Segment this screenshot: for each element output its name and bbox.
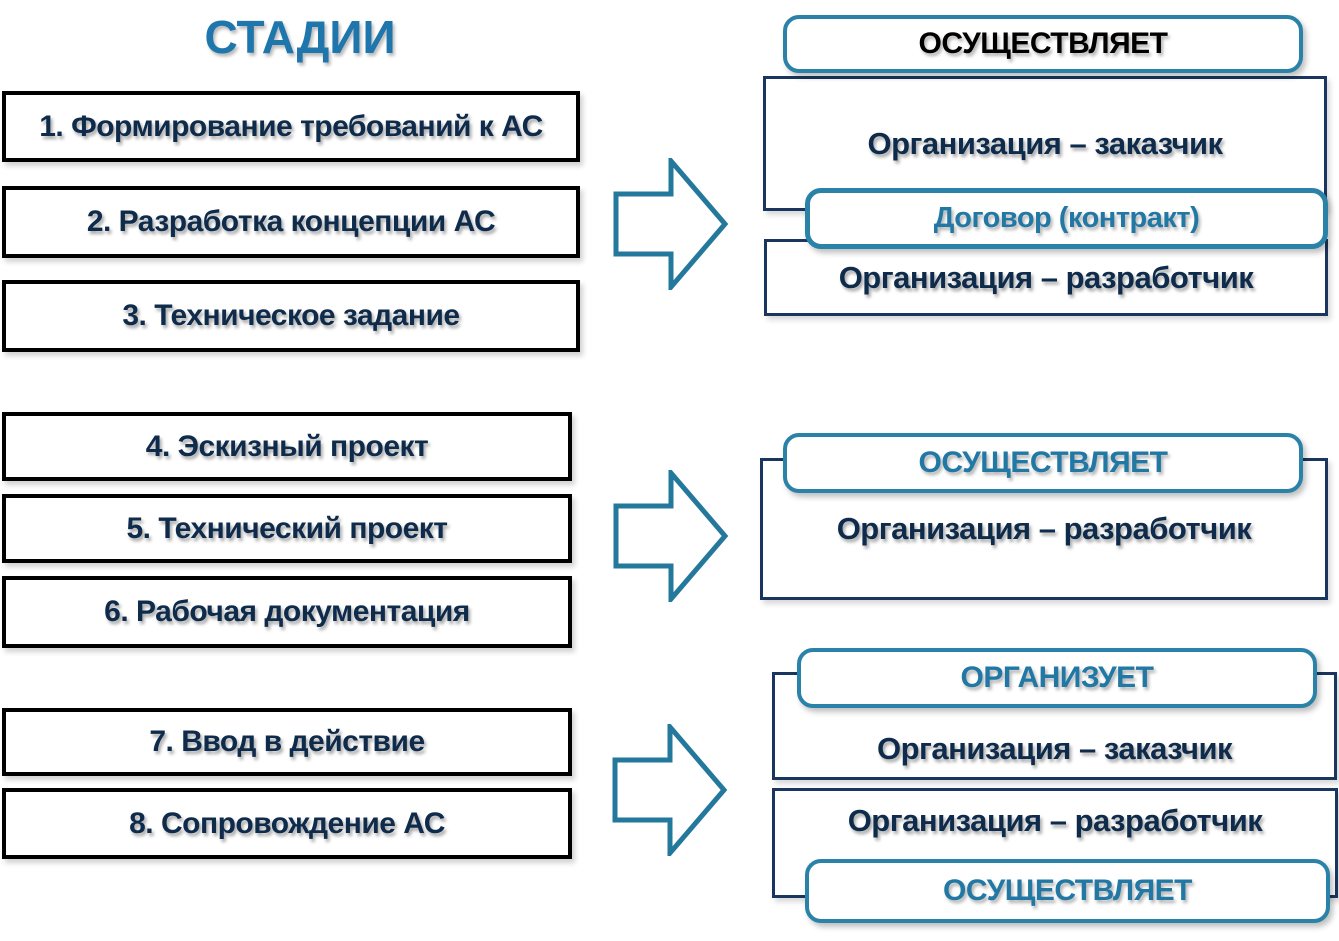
stage-box-2: 2. Разработка концепции АС <box>2 186 580 258</box>
group1-contract-pill: Договор (контракт) <box>805 188 1328 249</box>
group2-developer-box: Организация – разработчик <box>760 458 1328 600</box>
group1-customer-box: Организация – заказчик <box>763 76 1327 211</box>
diagram-title: СТАДИИ <box>204 11 396 63</box>
stage-box-4: 4. Эскизный проект <box>2 412 572 481</box>
group1-header-pill: ОСУЩЕСТВЛЯЕТ <box>783 15 1303 73</box>
stage-box-6: 6. Рабочая документация <box>2 576 572 648</box>
group2-header-pill: ОСУЩЕСТВЛЯЕТ <box>783 433 1303 493</box>
stage-box-1: 1. Формирование требований к АС <box>2 91 580 162</box>
stage-box-8: 8. Сопровождение АС <box>2 788 572 859</box>
group3-header-pill: ОРГАНИЗУЕТ <box>797 648 1317 708</box>
group3-footer-pill: ОСУЩЕСТВЛЯЕТ <box>805 859 1330 923</box>
right-block-arrow-icon <box>613 158 729 290</box>
right-block-arrow-icon <box>613 470 729 602</box>
stage-box-5: 5. Технический проект <box>2 494 572 563</box>
stage-box-3: 3. Техническое задание <box>2 280 580 352</box>
group3-customer-box: Организация – заказчик <box>772 672 1337 780</box>
group1-developer-box: Организация – разработчик <box>764 239 1328 316</box>
group3-developer-box: Организация – разработчик <box>772 788 1338 898</box>
stage-box-7: 7. Ввод в действие <box>2 708 572 776</box>
right-block-arrow-icon <box>612 724 728 856</box>
